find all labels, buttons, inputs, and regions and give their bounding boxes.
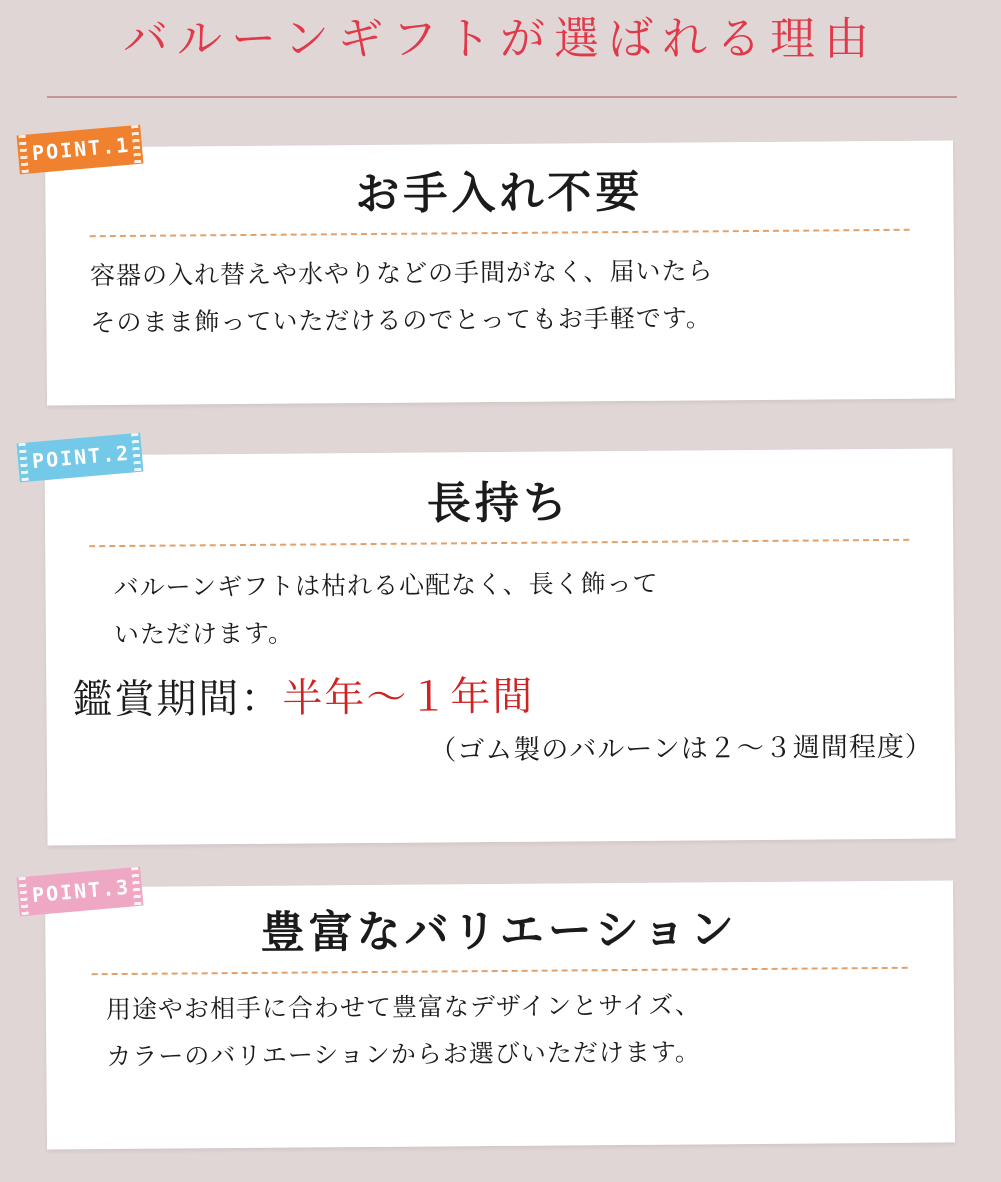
point-badge-1: POINT.1 [17, 125, 144, 175]
point-card-3 [45, 880, 955, 1149]
point-title-1: お手入れ不要 [355, 166, 644, 221]
point-body-line: 用途やお相手に合わせて豊富なデザインとサイズ、 [105, 990, 702, 1025]
viewing-period-label: 鑑賞期間： [72, 675, 283, 724]
point-body-line: カラーのバリエーションからお選びいただけます。 [106, 1037, 701, 1071]
viewing-period-row [46, 651, 954, 725]
viewing-period-value: 半年〜１年間 [282, 673, 535, 722]
point-badge-2: POINT.2 [17, 433, 144, 483]
page-title-text: バルーンギフトが選ばれる理由 [122, 12, 879, 65]
point-card-2 [44, 448, 955, 845]
point-body-line: バルーンギフトは枯れる心配なく、長く飾って [113, 569, 659, 603]
point-body-line: 容器の入れ替えや水やりなどの手間がなく、届いたら [89, 256, 714, 291]
page-title [0, 12, 1001, 66]
point-title-2: 長持ち [426, 477, 572, 530]
viewing-period-note: （ゴム製のバルーンは２〜３週間程度） [429, 731, 933, 767]
heading-divider [47, 96, 957, 98]
point-body-line: いただけます。 [113, 618, 295, 649]
point-badge-3: POINT.3 [17, 867, 144, 917]
point-card-1 [45, 140, 955, 405]
point-body-line: そのまま飾っていただけるのでとってもお手軽です。 [90, 302, 712, 337]
point-title-3: 豊富なバリエーション [260, 904, 739, 959]
